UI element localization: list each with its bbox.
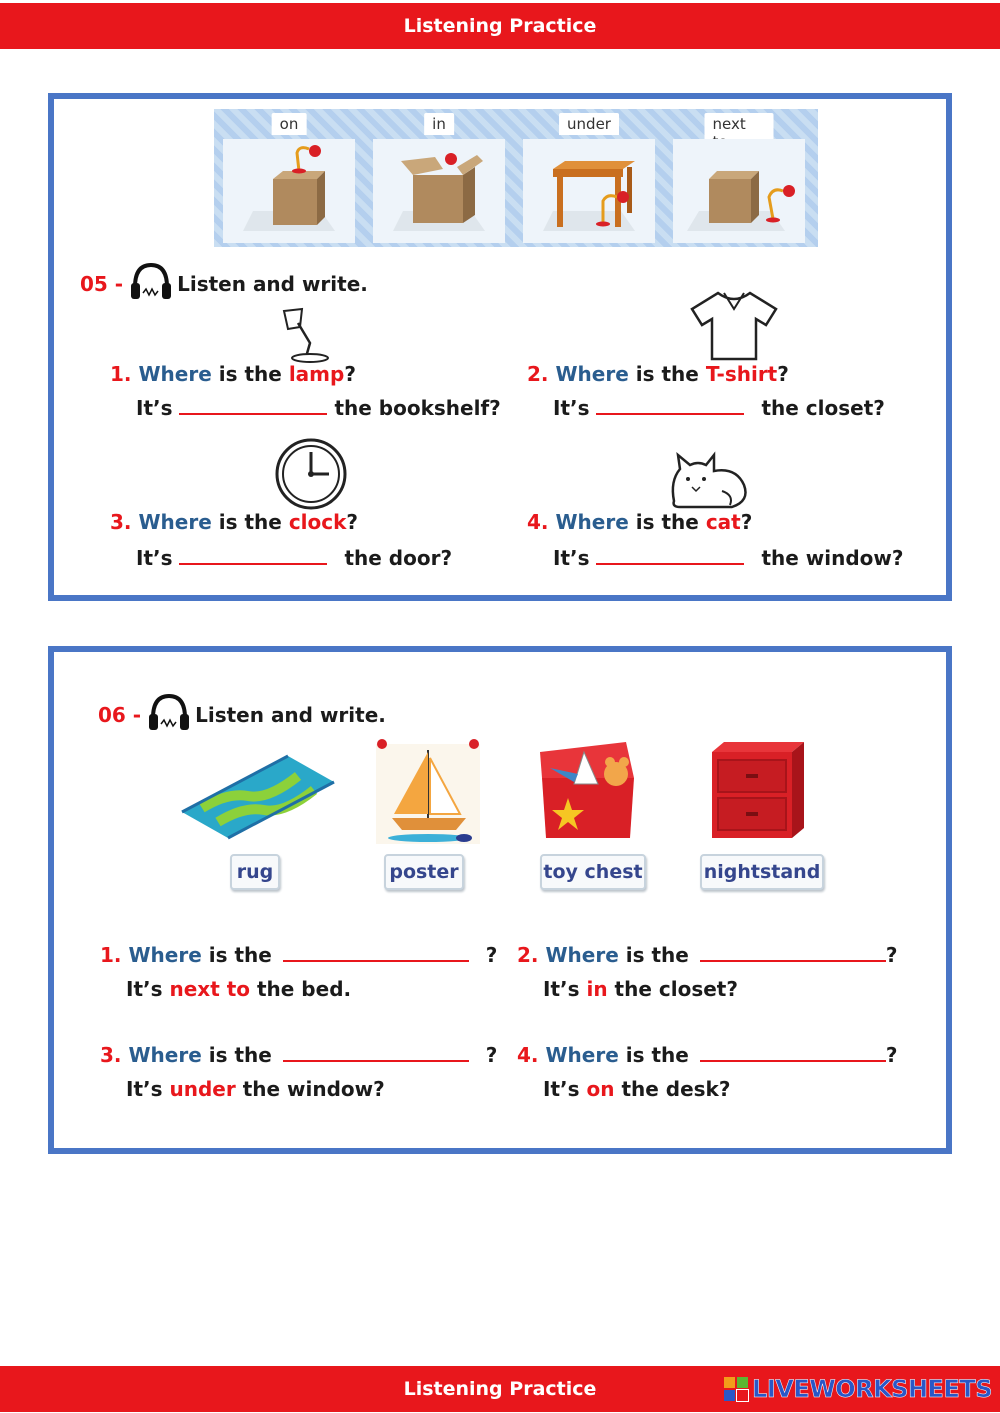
question-mark: ? [346, 510, 359, 534]
question-mark: ? [485, 943, 498, 967]
vocab-nightstand: nightstand [700, 854, 824, 890]
question-where: Where [545, 943, 619, 967]
answer-rest: the bed. [256, 977, 352, 1001]
logo-text: LIVEWORKSHEETS [752, 1375, 992, 1403]
toy-chest-picture [534, 738, 644, 846]
logo-grid-icon [724, 1377, 748, 1401]
logo-letter-v [724, 1390, 735, 1401]
exercise-05-heading [80, 259, 368, 308]
exercise-number: 06 - [98, 702, 142, 727]
prep-card-on [220, 109, 358, 247]
exercise-number: 05 - [80, 271, 124, 296]
question-05-4 [527, 509, 903, 571]
question-number: 3. [110, 510, 132, 534]
cat-icon [666, 451, 750, 515]
question-mark: ? [777, 362, 789, 386]
prep-label: under [559, 113, 619, 135]
answer-preposition: next to [169, 977, 251, 1001]
footer-title: Listening Practice [403, 1378, 597, 1400]
question-is-the: is the [625, 943, 689, 967]
prep-label: in [424, 113, 454, 135]
prep-picture-on [223, 139, 355, 243]
answer-its: It’s [136, 396, 173, 420]
nightstand-picture [704, 738, 808, 846]
answer-preposition: on [586, 1077, 615, 1101]
question-object: clock [288, 510, 347, 534]
prep-card-under [520, 109, 658, 247]
clock-icon [274, 437, 348, 515]
question-number: 1. [100, 943, 122, 967]
answer-its: It’s [543, 977, 580, 1001]
question-mark: ? [485, 1043, 498, 1067]
question-number: 1. [110, 362, 132, 386]
rug-picture [178, 752, 338, 846]
exercise-instruction: Listen and write. [177, 271, 368, 296]
answer-its: It’s [136, 546, 173, 570]
question-06-1 [100, 942, 497, 1002]
answer-blank[interactable] [283, 1044, 469, 1062]
question-mark: ? [740, 510, 753, 534]
question-where: Where [138, 510, 212, 534]
answer-blank[interactable] [179, 397, 327, 415]
question-object: lamp [288, 362, 345, 386]
question-number: 2. [527, 362, 549, 386]
logo-letter-i [737, 1377, 748, 1388]
answer-blank[interactable] [700, 1044, 886, 1062]
prep-picture-under [523, 139, 655, 243]
answer-its: It’s [126, 1077, 163, 1101]
exercise-instruction: Listen and write. [195, 702, 386, 727]
question-is-the: is the [625, 1043, 689, 1067]
headphones-icon [129, 259, 173, 308]
question-is-the: is the [218, 362, 282, 386]
answer-rest: the window? [761, 546, 904, 570]
liveworksheets-logo[interactable] [724, 1374, 992, 1404]
question-number: 4. [527, 510, 549, 534]
answer-rest: the door? [344, 546, 453, 570]
answer-its: It’s [543, 1077, 580, 1101]
question-where: Where [138, 362, 212, 386]
question-where: Where [128, 943, 202, 967]
prep-card-in [370, 109, 508, 247]
poster-picture [372, 734, 484, 850]
prep-card-next-to [670, 109, 808, 247]
answer-blank[interactable] [596, 397, 744, 415]
answer-rest: the closet? [614, 977, 738, 1001]
question-number: 4. [517, 1043, 539, 1067]
logo-letter-l [724, 1377, 735, 1388]
question-object: T-shirt [705, 362, 778, 386]
question-where: Where [128, 1043, 202, 1067]
question-number: 2. [517, 943, 539, 967]
exercise-06-heading [98, 690, 386, 739]
question-is-the: is the [208, 1043, 272, 1067]
answer-blank[interactable] [179, 547, 327, 565]
header-title: Listening Practice [403, 15, 597, 37]
prep-picture-next-to [673, 139, 805, 243]
vocab-rug: rug [230, 854, 280, 890]
question-05-2 [527, 361, 885, 421]
prep-picture-in [373, 139, 505, 243]
answer-rest: the closet? [761, 396, 885, 420]
footer-banner [0, 1366, 1000, 1412]
tshirt-icon [688, 289, 780, 365]
vocab-toy-chest: toy chest [540, 854, 646, 890]
headphones-icon [147, 690, 191, 739]
answer-rest: the window? [242, 1077, 385, 1101]
prep-label: on [272, 113, 307, 135]
question-is-the: is the [635, 362, 699, 386]
question-where: Where [555, 362, 629, 386]
logo-letter-e [737, 1390, 748, 1401]
question-number: 3. [100, 1043, 122, 1067]
answer-its: It’s [126, 977, 163, 1001]
prepositions-strip [214, 109, 818, 247]
answer-rest: the desk? [621, 1077, 731, 1101]
exercise-06-frame [48, 646, 952, 1154]
question-06-3 [100, 1042, 497, 1102]
question-05-3 [110, 509, 452, 571]
answer-its: It’s [553, 396, 590, 420]
question-object: cat [705, 510, 741, 534]
question-is-the: is the [218, 510, 282, 534]
prep-label: next [705, 113, 774, 153]
answer-blank[interactable] [283, 944, 469, 962]
question-05-1 [110, 361, 501, 421]
header-banner [0, 3, 1000, 49]
answer-blank[interactable] [700, 944, 886, 962]
question-where: Where [545, 1043, 619, 1067]
question-06-4 [517, 1042, 897, 1102]
exercise-05-frame [48, 93, 952, 601]
question-mark: ? [885, 1043, 898, 1067]
question-mark: ? [344, 362, 356, 386]
question-where: Where [555, 510, 629, 534]
question-is-the: is the [208, 943, 272, 967]
question-is-the: is the [635, 510, 699, 534]
question-06-2 [517, 942, 897, 1002]
answer-preposition: in [586, 977, 608, 1001]
lamp-icon [280, 307, 336, 367]
answer-rest: the bookshelf? [334, 396, 501, 420]
answer-blank[interactable] [596, 547, 744, 565]
question-mark: ? [885, 943, 898, 967]
answer-preposition: under [169, 1077, 236, 1101]
answer-its: It’s [553, 546, 590, 570]
vocab-poster: poster [384, 854, 464, 890]
